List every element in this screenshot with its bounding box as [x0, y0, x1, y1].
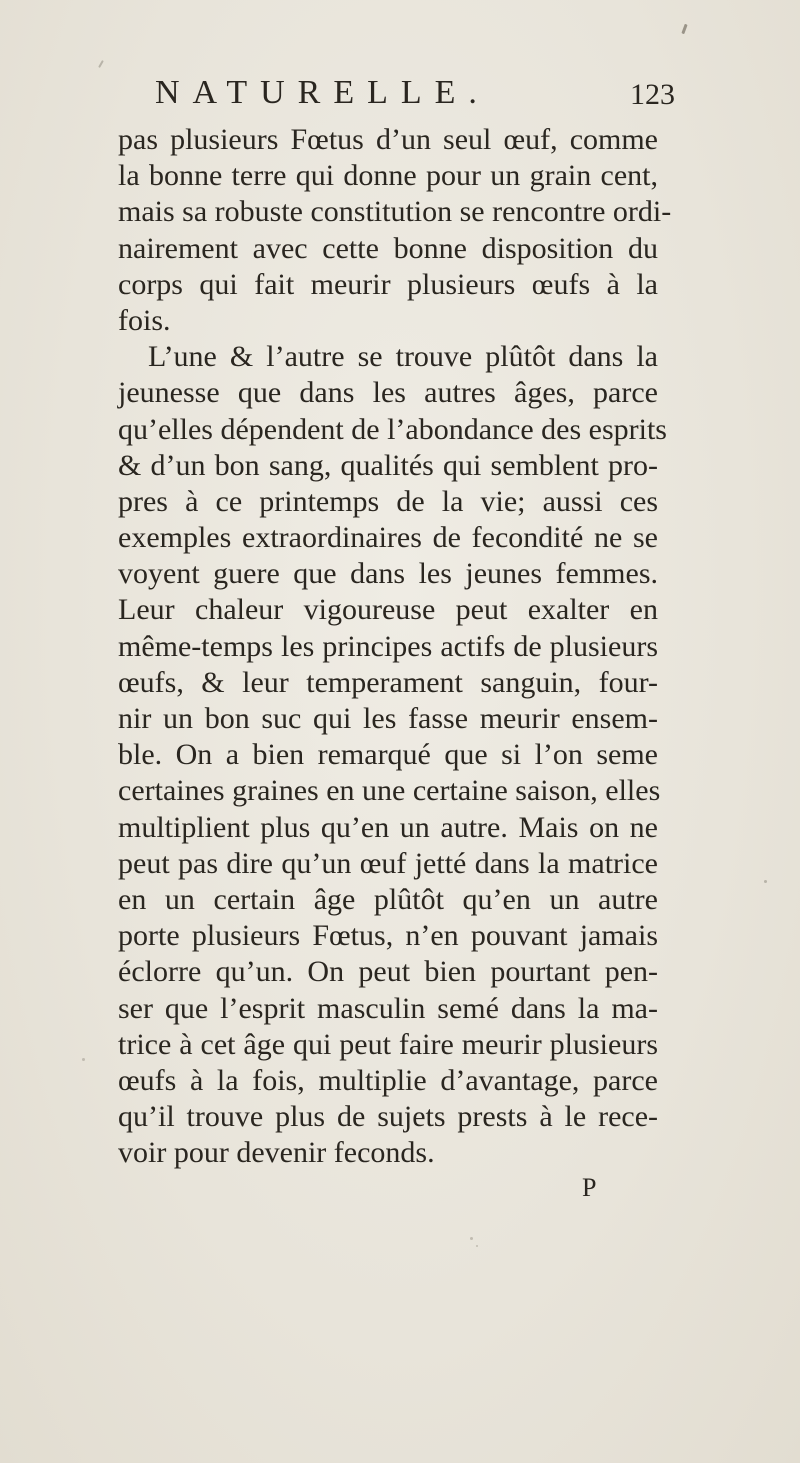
text-line: mais sa robuste constitution se rencontre ordi-	[118, 195, 672, 229]
text-line: œufs à la fois, multiplie d’avantage, parce	[118, 1063, 658, 1097]
page-header	[155, 68, 675, 124]
running-title: NATURELLE.	[155, 74, 490, 111]
text-line: certaines graines en une certaine saison, elles	[118, 774, 661, 808]
text-line: & d’un bon sang, qualités qui semblent pro-	[118, 448, 658, 482]
text-line: ble. On a bien remarqué que si l’on seme	[118, 738, 658, 772]
text-line: éclorre qu’un. On peut bien pourtant pen-	[118, 955, 658, 989]
body-text	[118, 122, 672, 1171]
paper-speck	[98, 60, 104, 68]
text-line: corps qui fait meurir plusieurs œufs à la	[118, 267, 658, 301]
text-line: qu’il trouve plus de sujets prests à le rece-	[118, 1100, 658, 1134]
text-line: pres à ce printemps de la vie; aussi ces	[118, 484, 658, 518]
text-line: porte plusieurs Fœtus, n’en pouvant jamais	[118, 919, 658, 953]
text-line: nairement avec cette bonne disposition du	[118, 231, 658, 265]
text-line: en un certain âge plûtôt qu’en un autre	[118, 882, 658, 916]
text-line: même-temps les principes actifs de plusieurs	[118, 629, 658, 663]
text-line: trice à cet âge qui peut faire meurir plusieurs	[118, 1027, 658, 1061]
text-line: pas plusieurs Fœtus d’un seul œuf, comme	[118, 123, 658, 156]
page-number: 123	[630, 78, 675, 111]
text-line: la bonne terre qui donne pour un grain cent,	[118, 159, 658, 193]
paragraph-2	[118, 339, 667, 1171]
paper-speck	[764, 880, 767, 883]
text-line: multiplient plus qu’en un autre. Mais on ne	[118, 810, 658, 844]
text-line: voir pour devenir feconds.	[118, 1136, 435, 1170]
paper-speck	[681, 24, 687, 34]
text-line: fois.	[118, 303, 171, 337]
paper-speck	[470, 1237, 473, 1240]
text-line: nir un bon suc qui les fasse meurir ensem-	[118, 702, 658, 735]
text-line: jeunesse que dans les autres âges, parce	[118, 376, 658, 410]
text-line: qu’elles dépendent de l’abondance des esprits	[118, 412, 667, 446]
text-line: œufs, & leur temperament sanguin, four-	[118, 665, 658, 699]
text-line: L’une & l’autre se trouve plûtôt dans la	[148, 340, 658, 374]
text-line: ser que l’esprit masculin semé dans la ma-	[118, 991, 658, 1025]
paper-speck	[82, 1058, 85, 1061]
signature-mark: P	[582, 1173, 597, 1202]
text-line: peut pas dire qu’un œuf jetté dans la matrice	[118, 846, 658, 880]
text-line: voyent guere que dans les jeunes femmes.	[118, 557, 658, 591]
text-line: Leur chaleur vigoureuse peut exalter en	[118, 593, 658, 627]
paper-speck	[476, 1245, 478, 1247]
paragraph-1	[118, 122, 672, 339]
text-line: exemples extraordinaires de fecondité ne se	[118, 521, 658, 555]
